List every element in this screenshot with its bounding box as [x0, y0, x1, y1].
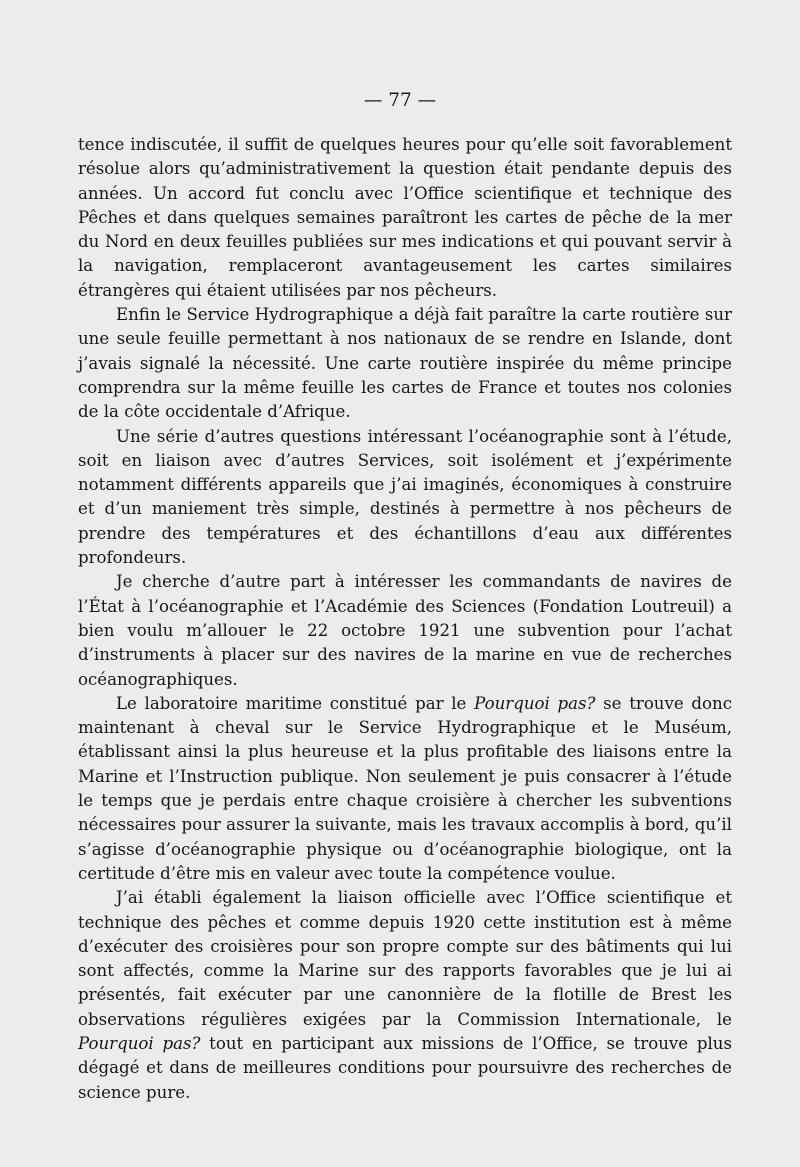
paragraph-6 [78, 886, 732, 1105]
paragraph-5-text-after: se trouve donc maintenant à cheval sur le Service Hydrographique et le Muséum, établissant ainsi la plus heureuse et la plus profitable des liaisons entre la Marine et l’Instruction publique. Non seulement je puis consacrer à l’étude le temps que je perdais entre chaque croisière à chercher les subventions nécessaires pour assurer la suivante, mais les travaux accomplis à bord, qu’il s’agisse d’océanographie physique ou d’océanographie biologique, ont la certitude d’être mis en valeur avec toute la compétence voulue. [78, 693, 732, 883]
page-number: — 77 — [363, 90, 437, 111]
paragraph-6-text-before: J’ai établi également la liaison officielle avec l’Office scientifique et technique des pêches et comme depuis 1920 cette institution est à même d’exécuter des croisières pour son propre compte sur des bâtiments qui lui sont affectés, comme la Marine sur des rapports favorables que je lui ai présentés, fait exécuter par une canonnière de la flotille de Brest les observations régulières exigées par la Commission Internationale, le [78, 888, 732, 1029]
paragraph-3: Une série d’autres questions intéressant l’océanographie sont à l’étude, soit en liaison avec d’autres Services, soit isolément et j’expérimente notamment différents appareils que j’ai imaginés, économiques à construire et d’un maniement très simple, destinés à permettre à nos pêcheurs de prendre des températures et des échantillons d’eau aux différentes profondeurs. [78, 426, 732, 568]
paragraph-5-text-before: Le laboratoire maritime constitué par le [116, 693, 475, 713]
body-text [78, 133, 732, 1105]
paragraph-2: Enfin le Service Hydrographique a déjà fait paraître la carte routière sur une seule feuille permettant à nos nationaux de se rendre en Islande, dont j’avais signalé la nécessité. Une carte routière inspirée du même principe comprendra sur la même feuille les cartes de France et toutes nos colonies de la côte occidentale d’Afrique. [78, 305, 732, 422]
paragraph-5 [78, 692, 732, 886]
paragraph-6-text-after: tout en participant aux missions de l’Office, se trouve plus dégagé et dans de meilleures conditions pour poursuivre des recherches de science pure. [78, 1033, 732, 1102]
ship-name-italic: Pourquoi pas? [78, 1033, 201, 1053]
paragraph-1: tence indiscutée, il suffit de quelques heures pour qu’elle soit favorablement résolue alors qu’administrativement la question était pendante depuis des années. Un accord fut conclu avec l’Office scientifique et technique des Pêches et dans quelques semaines paraîtront les cartes de pêche de la mer du Nord en deux feuilles publiées sur mes indications et qui pouvant servir à la navigation, remplaceront avantageusement les cartes similaires étrangères qui étaient utilisées par nos pêcheurs. [78, 135, 732, 300]
ship-name-italic: Pourquoi pas? [474, 693, 596, 713]
paragraph-4: Je cherche d’autre part à intéresser les commandants de navires de l’État à l’océanographie et l’Académie des Sciences (Fondation Loutreuil) a bien voulu m’allouer le 22 octobre 1921 une subvention pour l’achat d’instruments à placer sur des navires de la marine en vue de recherches océanographiques. [78, 572, 732, 689]
